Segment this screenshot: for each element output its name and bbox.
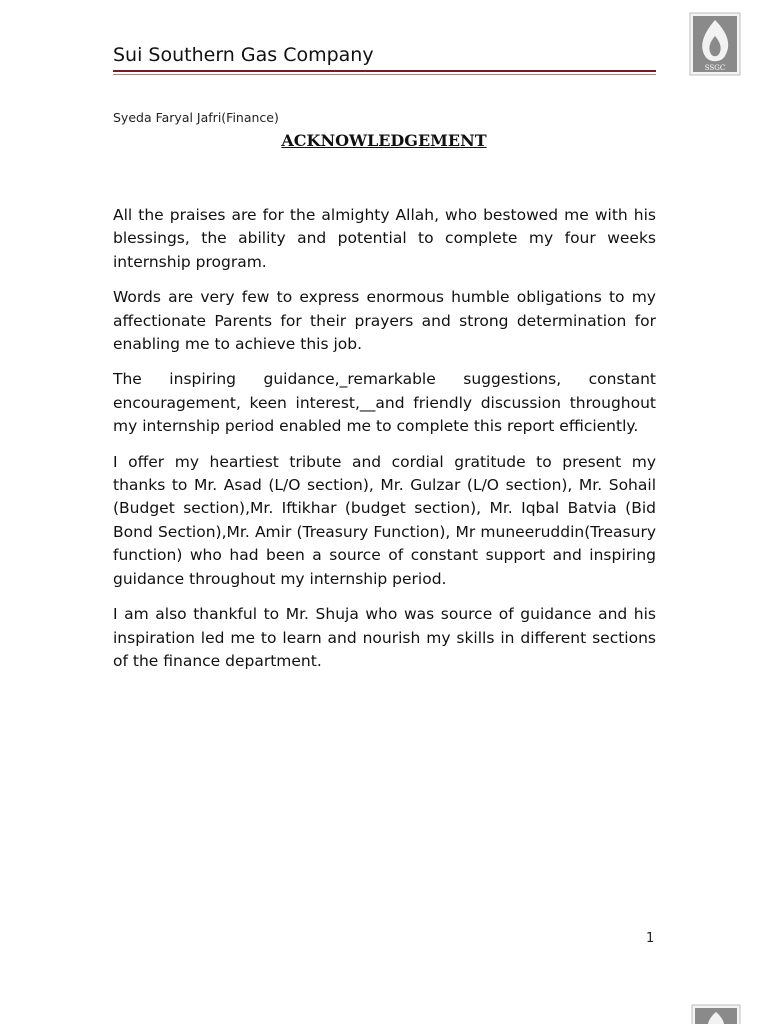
paragraph: I am also thankful to Mr. Shuja who was source of guidance and his inspiration led me to learn and nourish my skills in different sections of the finance department.: [113, 605, 656, 670]
paragraph: All the praises are for the almighty Allah, who bestowed me with his blessings, the ability and potential to complete my four weeks internship program.: [113, 206, 656, 271]
ssgc-logo-icon: [691, 1004, 741, 1024]
paragraph: Words are very few to express enormous humble obligations to my affectionate Parents for their prayers and strong determination for enabling me to achieve this job.: [113, 288, 656, 354]
company-name: Sui Southern Gas Company: [113, 44, 374, 66]
ssgc-logo-icon: [689, 12, 741, 76]
body-text: [113, 204, 656, 685]
page-number: 1: [646, 931, 655, 946]
page-title: ACKNOWLEDGEMENT: [281, 131, 487, 150]
author-line: Syeda Faryal Jafri(Finance): [113, 110, 279, 125]
header-rule-dark: [113, 70, 656, 72]
paragraph: I offer my heartiest tribute and cordial gratitude to present my thanks to Mr. Asad (L/O section), Mr. Gulzar (L/O section), Mr. Sohail (Budget section),Mr. Iftikhar (budget section), Mr. Iqbal Batvia (Bid Bond Section),Mr. Amir (Treasury Function), Mr muneeruddin(Treasury function) who had been a source of constant support and inspiring guidance throughout my internship period.: [113, 452, 656, 588]
paragraph: The inspiring guidance,_remarkable suggestions, constant encouragement, keen interest,__and friendly discussion throughout my internship period enabled me to complete this report efficiently.: [113, 370, 656, 436]
header-rule-light: [113, 74, 656, 75]
svg-text:SSGC: SSGC: [704, 64, 726, 72]
